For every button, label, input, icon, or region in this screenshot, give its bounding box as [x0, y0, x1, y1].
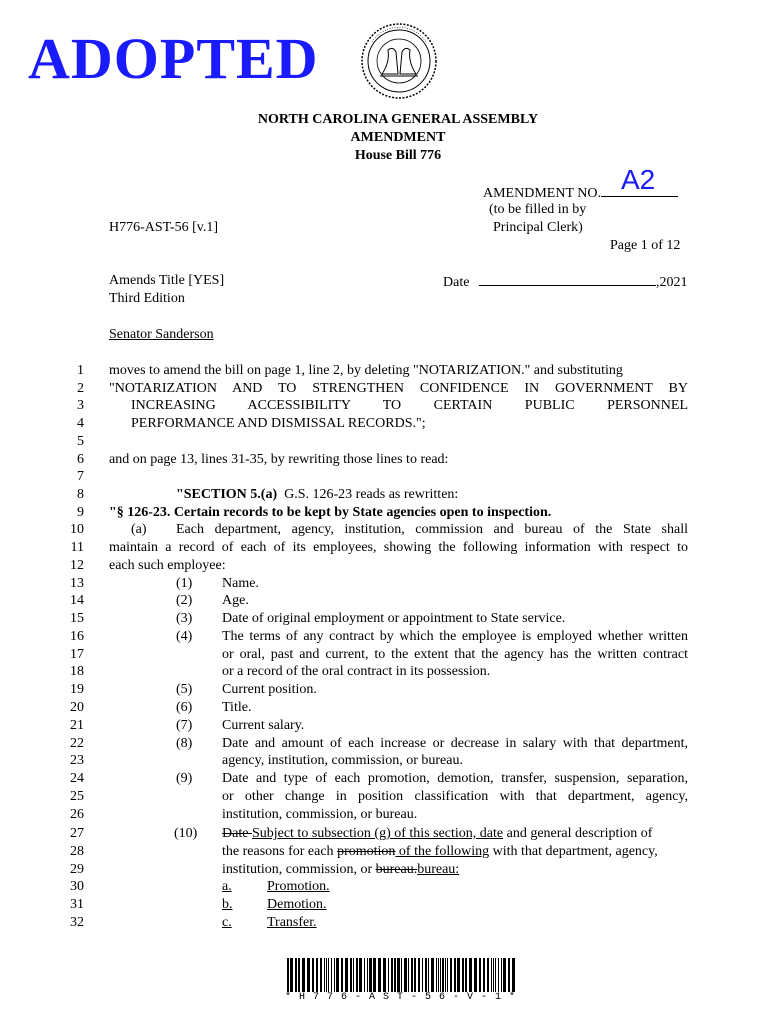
body-line-3: INCREASING ACCESSIBILITY TO CERTAIN PUBLIC PERSONNEL	[131, 398, 688, 413]
item-text: The terms of any contract by which the employee is employed whether written	[222, 629, 688, 644]
line-number: 20	[70, 700, 84, 715]
line-number: 12	[70, 558, 84, 573]
line-number: 10	[70, 522, 84, 537]
item-number: (8)	[176, 736, 193, 751]
bill-number: House Bill 776	[354, 148, 442, 163]
document-id: H776-AST-56 [v.1]	[109, 220, 219, 235]
line-number: 21	[70, 718, 84, 733]
item-10-number: (10)	[174, 826, 198, 841]
item-text: Current salary.	[222, 718, 305, 733]
sub-item-text: Transfer.	[267, 915, 317, 930]
item-10-line-3: institution, commission, or bureau.bureau:	[222, 862, 460, 877]
date-field: Date ,2021	[443, 275, 688, 290]
line-number: 5	[77, 434, 84, 449]
item-text: Title.	[222, 700, 252, 715]
item-10-line-2: the reasons for each promotion of the following with that department, agency,	[222, 844, 658, 859]
adopted-stamp: ADOPTED	[28, 26, 319, 91]
line-number: 1	[77, 363, 84, 378]
page-indicator: Page 1 of 12	[610, 238, 681, 253]
sub-item-letter: b.	[222, 897, 233, 912]
sponsor: Senator Sanderson	[109, 327, 214, 342]
line-number: 27	[70, 826, 84, 841]
item-text: Age.	[222, 593, 249, 608]
item-text: agency, institution, commission, or bureau.	[222, 753, 463, 768]
line-number: 19	[70, 682, 84, 697]
item-number: (4)	[176, 629, 193, 644]
inserted-text: Subject to subsection (g) of this section, date	[251, 826, 504, 841]
barcode-text: * H 7 7 6 - A S T - 5 6 - V - 1 *	[285, 992, 517, 1003]
sub-item-text: Promotion.	[267, 879, 330, 894]
sub-item-text: Demotion.	[267, 897, 327, 912]
line-number: 6	[77, 452, 84, 467]
item-text: Current position.	[222, 682, 317, 697]
line-number: 13	[70, 576, 84, 591]
item-10-line-1: Date Subject to subsection (g) of this section, date and general description of	[222, 826, 653, 841]
body-line-11: maintain a record of each of its employees, showing the following information with respect to	[109, 540, 688, 555]
body-line-12: each such employee:	[109, 558, 226, 573]
line-number: 15	[70, 611, 84, 626]
deleted-text: promotion	[337, 844, 396, 859]
line-number: 18	[70, 664, 84, 679]
item-number: (6)	[176, 700, 193, 715]
line-number: 24	[70, 771, 84, 786]
deleted-text: Date	[222, 826, 252, 841]
item-text: or oral, past and current, to the extent that the agency has the written contract	[222, 647, 688, 662]
line-number: 32	[70, 915, 84, 930]
item-text: or other change in position classification with that department, agency,	[222, 789, 688, 804]
inserted-text: of the following	[395, 844, 490, 859]
item-number: (1)	[176, 576, 193, 591]
section-line: "SECTION 5.(a) G.S. 126-23 reads as rewritten:	[176, 487, 459, 502]
line-number: 25	[70, 789, 84, 804]
line-number: 16	[70, 629, 84, 644]
line-number: 9	[77, 505, 84, 520]
line-number: 3	[77, 398, 84, 413]
amendment-no-value: A2	[621, 164, 656, 195]
item-number: (3)	[176, 611, 193, 626]
line-number: 2	[77, 381, 84, 396]
line-number: 11	[70, 540, 84, 555]
clerk-note-1: (to be filled in by	[489, 202, 587, 217]
body-line-6: and on page 13, lines 31-35, by rewriting those lines to read:	[109, 452, 449, 467]
line-number: 22	[70, 736, 84, 751]
assembly-title: NORTH CAROLINA GENERAL ASSEMBLY	[257, 112, 539, 127]
item-text: institution, commission, or bureau.	[222, 807, 418, 822]
line-number: 4	[77, 416, 84, 431]
item-text: Date and type of each promotion, demotion, transfer, suspension, separation,	[222, 771, 688, 786]
state-seal-icon	[360, 22, 438, 100]
line-number: 23	[70, 753, 84, 768]
item-number: (9)	[176, 771, 193, 786]
sub-item-letter: a.	[222, 879, 232, 894]
statute-heading: "§ 126-23. Certain records to be kept by State agencies open to inspection.	[109, 505, 552, 520]
line-number: 28	[70, 844, 84, 859]
sub-item-letter: c.	[222, 915, 232, 930]
deleted-text: bureau.	[375, 862, 418, 877]
item-number: (2)	[176, 593, 193, 608]
clerk-note-2: Principal Clerk)	[493, 220, 583, 235]
line-number: 17	[70, 647, 84, 662]
line-number: 31	[70, 897, 84, 912]
inserted-text: bureau:	[417, 862, 460, 877]
item-number: (7)	[176, 718, 193, 733]
line-number: 14	[70, 593, 84, 608]
item-text: or a record of the oral contract in its possession.	[222, 664, 491, 679]
line-number: 29	[70, 862, 84, 877]
body-line-2: "NOTARIZATION AND TO STRENGTHEN CONFIDENCE IN GOVERNMENT BY	[109, 381, 688, 396]
line-number: 26	[70, 807, 84, 822]
amends-title: Amends Title [YES]	[109, 273, 225, 288]
item-text: Date of original employment or appointment to State service.	[222, 611, 566, 626]
amendment-no-label: AMENDMENT NO.	[483, 184, 678, 202]
line-number: 30	[70, 879, 84, 894]
date-line	[479, 273, 656, 286]
barcode	[285, 958, 515, 994]
amendment-heading: AMENDMENT	[350, 130, 446, 145]
item-number: (5)	[176, 682, 193, 697]
body-line-1: moves to amend the bill on page 1, line 2, by deleting "NOTARIZATION." and substituting	[109, 363, 623, 378]
item-text: Date and amount of each increase or decrease in salary with that department,	[222, 736, 688, 751]
item-text: Name.	[222, 576, 259, 591]
line-number: 7	[77, 469, 84, 484]
body-line-4: PERFORMANCE AND DISMISSAL RECORDS.";	[131, 416, 426, 431]
subsection-a-line: (a) Each department, agency, institution, commission and bureau of the State shall	[131, 522, 688, 537]
line-number: 8	[77, 487, 84, 502]
edition: Third Edition	[109, 291, 185, 306]
